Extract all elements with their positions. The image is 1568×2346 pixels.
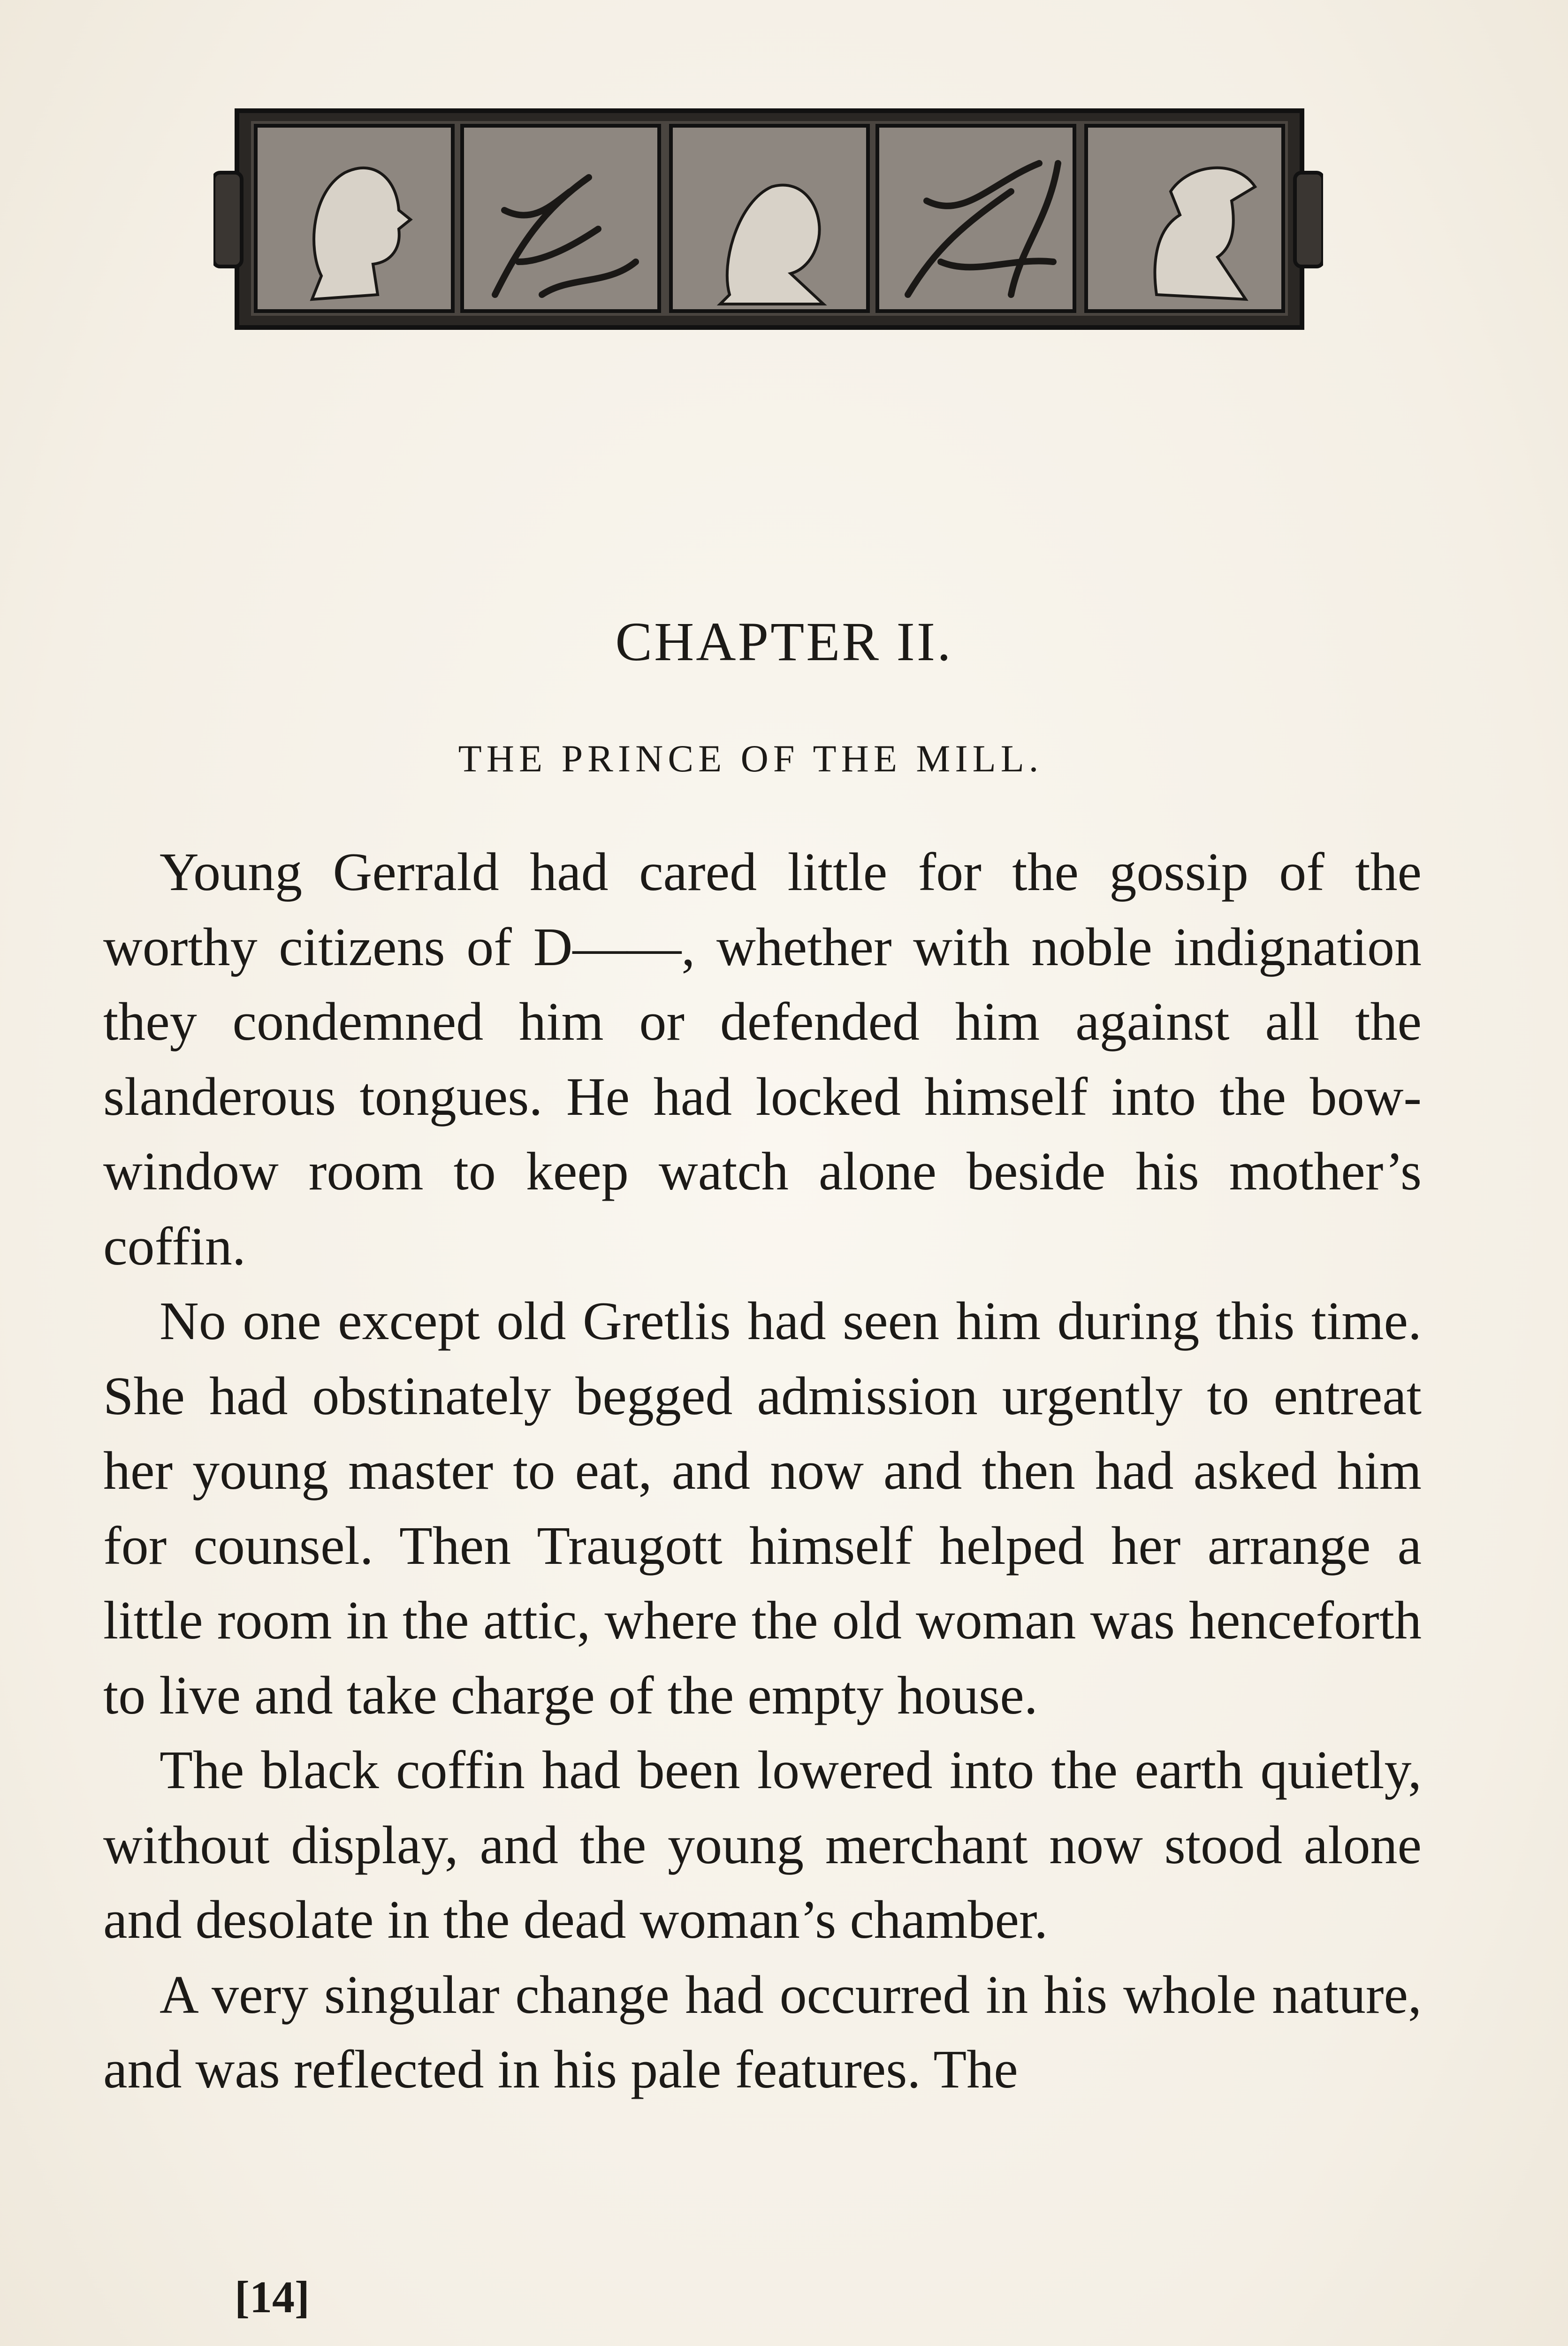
paragraph: A very singular change had occurred in his whole nature, and was reflected in his pale features. The: [103, 1965, 1422, 2100]
paragraph: No one except old Gretlis had seen him during this time. She had obstinately begged admission urgently to entreat her young master to eat, and now and then had asked him for counsel. Then Traugott himself helped her arrange a little room in the attic, where the old woman was henceforth to live and take charge of the empty house.: [103, 1291, 1422, 1726]
ornament-engraving: [213, 107, 1323, 332]
page-number: [14]: [235, 2272, 310, 2322]
paragraph: Young Gerrald had cared little for the gossip of the worthy citizens of D——, whether with noble indignation they condemned him or defended him against all the slanderous tongues. He had locked himself into the bow-window room to keep watch alone beside his mother’s coffin.: [103, 842, 1422, 1277]
paragraph: The black coffin had been lowered into the earth quietly, without display, and the young merchant now stood alone and desolate in the dead woman’s chamber.: [103, 1740, 1422, 1950]
chapter-subtitle: THE PRINCE OF THE MILL.: [458, 737, 1043, 780]
chapter-title: CHAPTER II.: [615, 611, 953, 672]
body-text: [103, 835, 1422, 2108]
